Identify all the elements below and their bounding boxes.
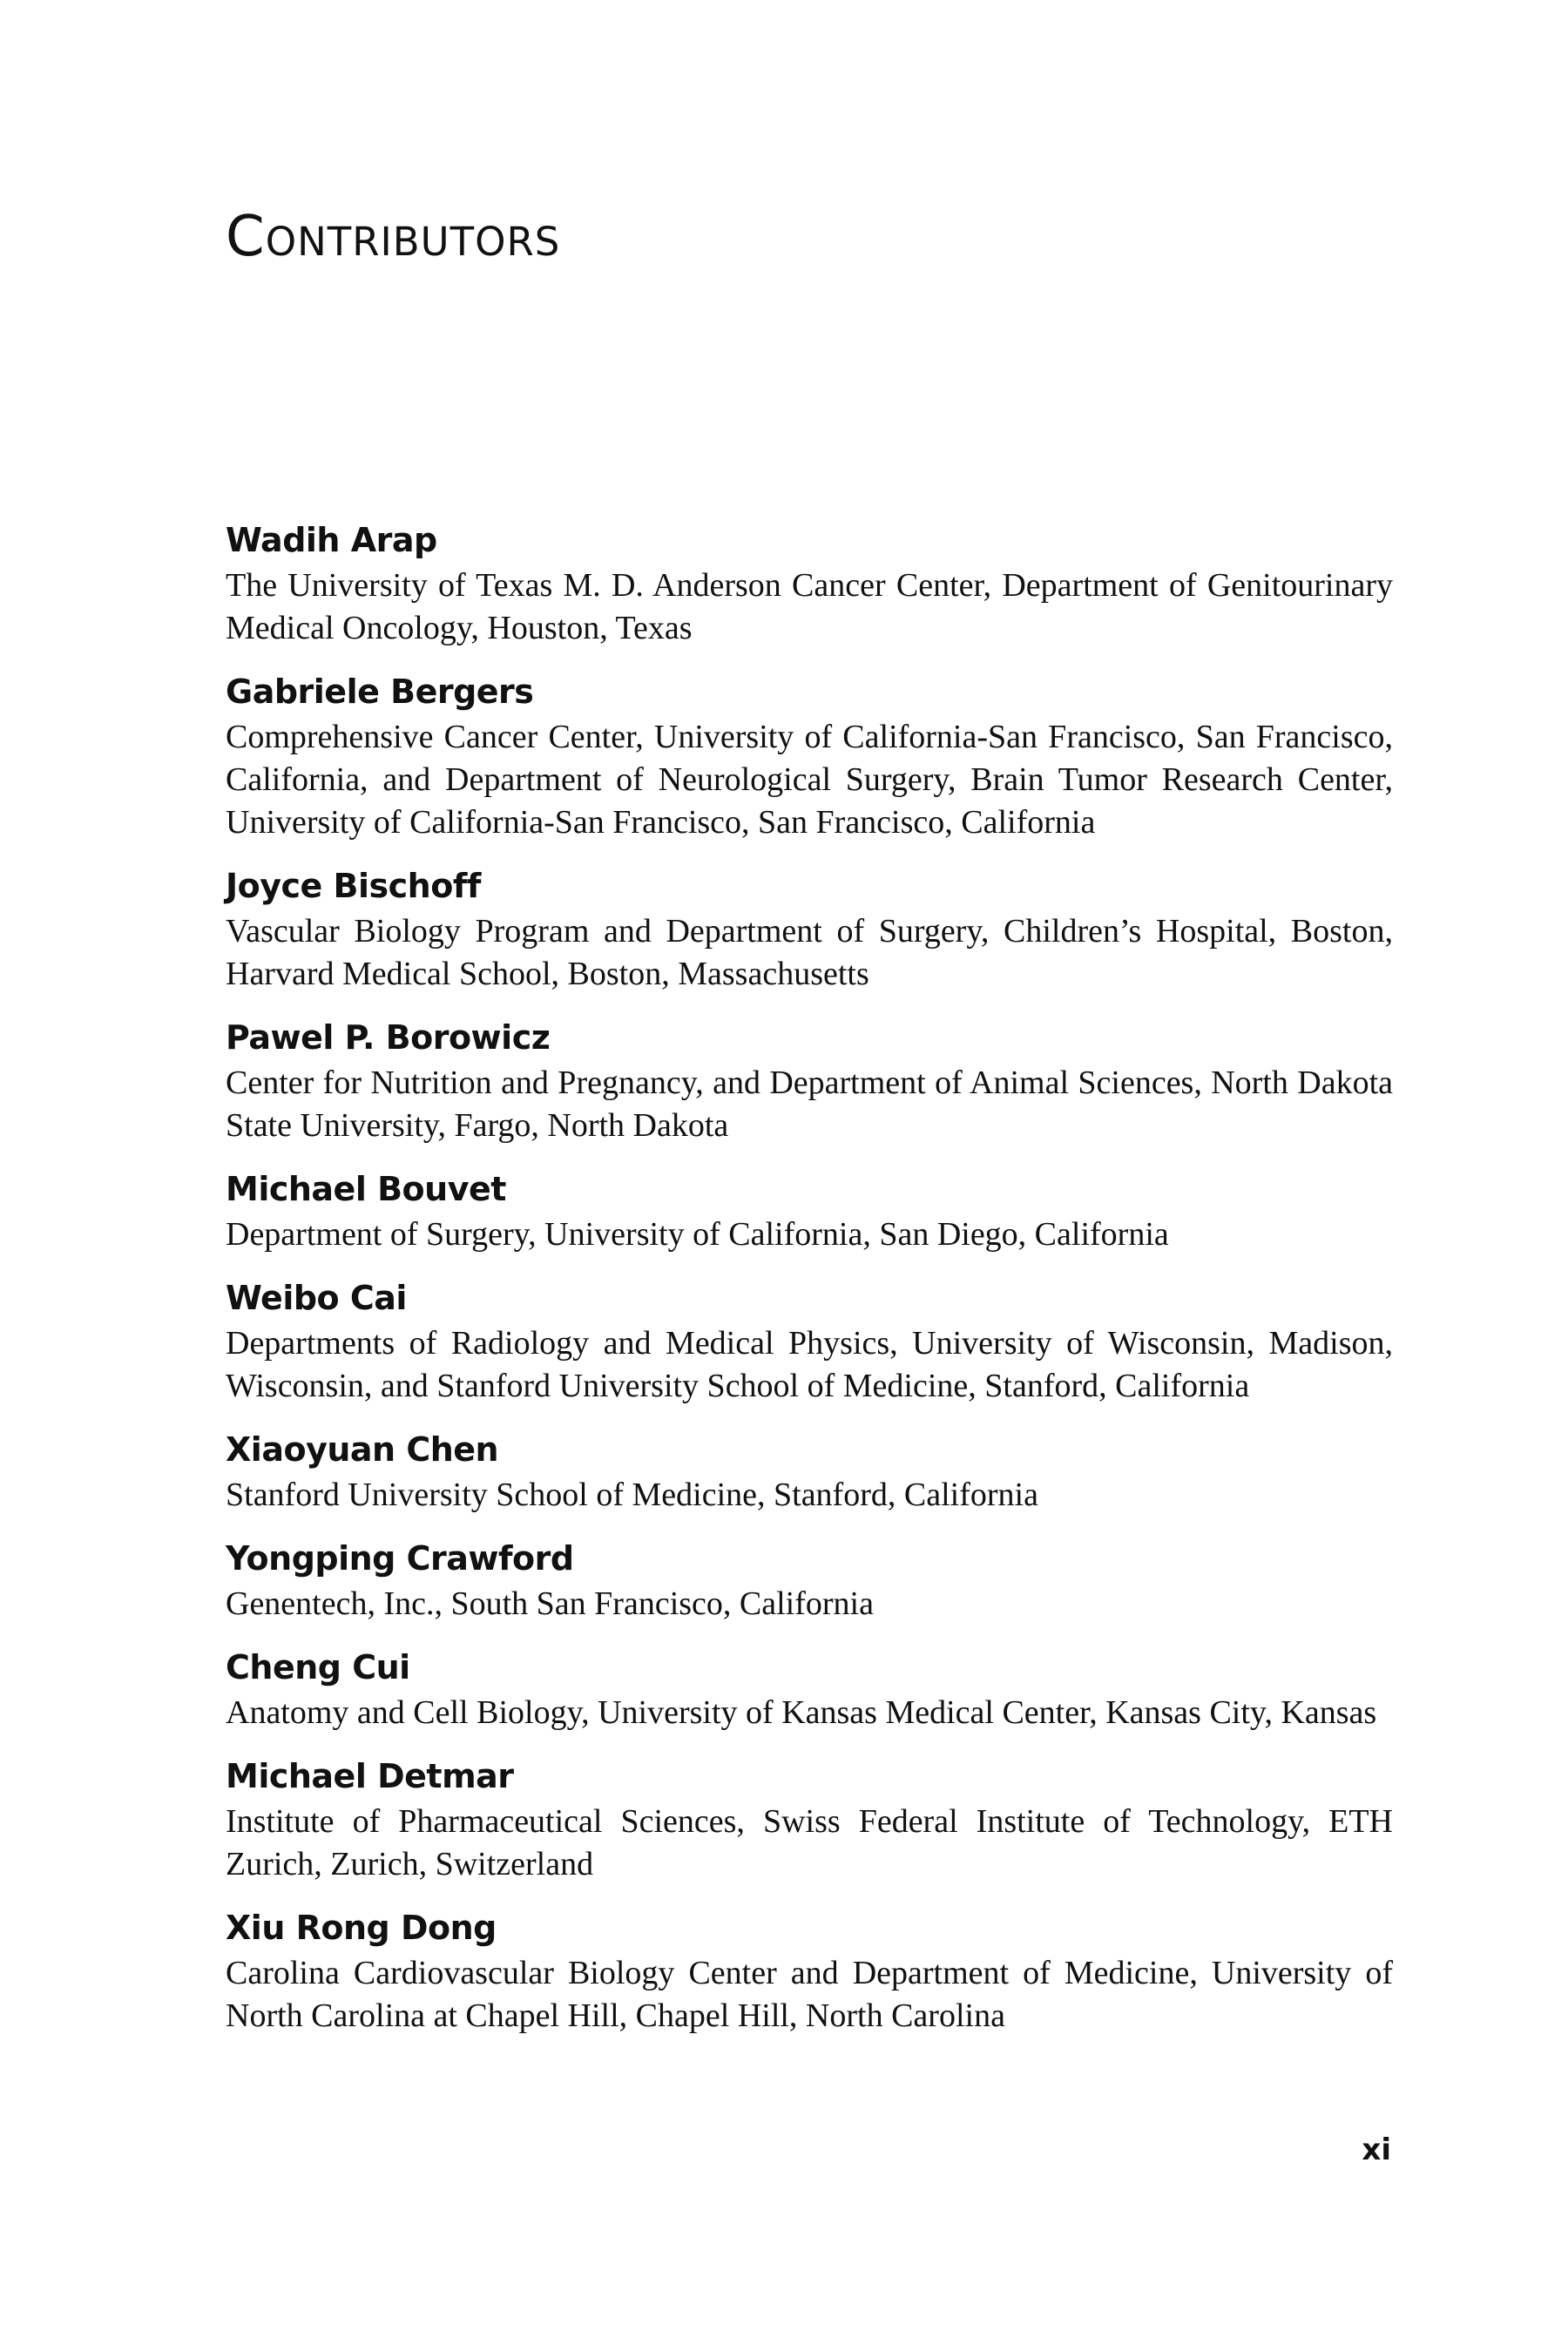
contributor-affiliation: Genentech, Inc., South San Francisco, California (226, 1585, 874, 1622)
contributor-affiliation: Institute of Pharmaceutical Sciences, Swiss Federal Institute of Technology, ETH Zurich, Zurich, Switzerland (226, 1803, 1393, 1882)
contributor-name: Cheng Cui (226, 1648, 410, 1686)
contributor-entry (226, 1643, 1393, 1734)
contributor-name: Xiaoyuan Chen (226, 1430, 499, 1469)
contributor-name: Joyce Bischoff (226, 867, 481, 905)
contributor-entry (226, 1013, 1393, 1147)
page-title: Contributors (226, 205, 561, 269)
contributor-entry (226, 1165, 1393, 1256)
contributor-affiliation: Comprehensive Cancer Center, University of California-San Francisco, San Francisco, California, and Department of Neurological Surgery, Brain Tumor Research Center, University of California-San Francisco, San Francisco, California (226, 719, 1393, 841)
contributor-entry (226, 1534, 1393, 1625)
contributor-affiliation: Vascular Biology Program and Department of Surgery, Children’s Hospital, Boston, Harvard Medical School, Boston, Massachusetts (226, 913, 1393, 992)
contributor-name: Wadih Arap (226, 521, 437, 559)
contributor-name: Pawel P. Borowicz (226, 1018, 551, 1057)
contributor-affiliation: Anatomy and Cell Biology, University of Kansas Medical Center, Kansas City, Kansas (226, 1694, 1377, 1731)
page-number: xi (1362, 2132, 1391, 2167)
contributor-affiliation: The University of Texas M. D. Anderson Cancer Center, Department of Genitourinary Medical Oncology, Houston, Texas (226, 567, 1393, 646)
contributor-affiliation: Center for Nutrition and Pregnancy, and Department of Animal Sciences, North Dakota State University, Fargo, North Dakota (226, 1064, 1393, 1144)
contributor-entry (226, 1903, 1393, 2038)
contributor-affiliation: Carolina Cardiovascular Biology Center and Department of Medicine, University of North Carolina at Chapel Hill, Chapel Hill, North Carolina (226, 1955, 1393, 2034)
contributor-entry (226, 1425, 1393, 1517)
contributor-entry (226, 1752, 1393, 1886)
contributor-affiliation: Department of Surgery, University of California, San Diego, California (226, 1216, 1169, 1253)
contributor-affiliation: Stanford University School of Medicine, Stanford, California (226, 1477, 1038, 1513)
contributor-entry (226, 862, 1393, 996)
contributor-entry (226, 516, 1393, 650)
contributor-name: Yongping Crawford (226, 1539, 574, 1578)
contributor-entry (226, 667, 1393, 844)
contributor-affiliation: Departments of Radiology and Medical Physics, University of Wisconsin, Madison, Wisconsin, and Stanford University School of Medicine, Stanford, California (226, 1325, 1393, 1404)
contributor-name: Michael Bouvet (226, 1170, 506, 1208)
contributor-name: Weibo Cai (226, 1279, 407, 1317)
contributor-name: Michael Detmar (226, 1757, 514, 1795)
contributor-entry (226, 1274, 1393, 1408)
contributor-name: Gabriele Bergers (226, 672, 534, 711)
contributors-list (226, 516, 1393, 2055)
contributor-name: Xiu Rong Dong (226, 1909, 497, 1947)
